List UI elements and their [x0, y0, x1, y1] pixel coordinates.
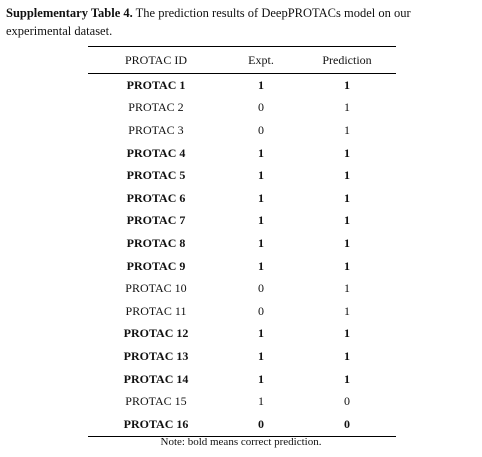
- cell-expt: 1: [258, 168, 264, 183]
- cell-protac-id: PROTAC 7: [126, 213, 186, 228]
- cell-expt: 1: [258, 348, 264, 363]
- cell-expt: 0: [258, 100, 264, 115]
- cell-expt: 1: [258, 326, 264, 341]
- results-table-container: [88, 46, 396, 437]
- cell-prediction: 0: [344, 394, 350, 409]
- table-row: [88, 413, 396, 436]
- cell-prediction: 1: [344, 145, 350, 160]
- header-protac-id: PROTAC ID: [124, 52, 188, 67]
- cell-protac-id: PROTAC 6: [126, 190, 186, 205]
- cell-expt: 1: [258, 258, 264, 273]
- table-caption: [6, 4, 478, 40]
- header-expt: Expt.: [248, 52, 274, 67]
- caption-text: The prediction results of DeepPROTACs model on our experimental dataset.: [6, 6, 411, 38]
- cell-expt: 1: [258, 145, 264, 160]
- table-row: [88, 300, 396, 323]
- table-row: [88, 210, 396, 233]
- results-table: [88, 46, 396, 437]
- cell-prediction: 1: [344, 168, 350, 183]
- cell-prediction: 1: [344, 303, 350, 318]
- cell-expt: 1: [258, 394, 264, 409]
- cell-protac-id: PROTAC 12: [123, 326, 189, 341]
- cell-expt: 1: [258, 371, 264, 386]
- cell-prediction: 1: [344, 190, 350, 205]
- cell-expt: 1: [258, 235, 264, 250]
- cell-protac-id: PROTAC 3: [128, 122, 184, 137]
- table-row: [88, 323, 396, 346]
- cell-protac-id: PROTAC 16: [123, 416, 189, 431]
- cell-prediction: 0: [344, 416, 350, 431]
- table-row: [88, 345, 396, 368]
- cell-prediction: 1: [344, 258, 350, 273]
- caption-label: Supplementary Table 4.: [6, 6, 133, 20]
- table-row: [88, 164, 396, 187]
- cell-prediction: 1: [344, 235, 350, 250]
- cell-protac-id: PROTAC 13: [123, 348, 189, 363]
- table-row: [88, 255, 396, 278]
- cell-expt: 0: [258, 122, 264, 137]
- cell-expt: 1: [258, 77, 264, 92]
- cell-protac-id: PROTAC 1: [126, 77, 186, 92]
- cell-expt: 0: [258, 416, 264, 431]
- cell-protac-id: PROTAC 10: [125, 281, 187, 296]
- cell-protac-id: PROTAC 2: [128, 100, 184, 115]
- cell-prediction: 1: [344, 122, 350, 137]
- cell-expt: 0: [258, 303, 264, 318]
- table-row: [88, 97, 396, 120]
- table-row: [88, 232, 396, 255]
- table-row: [88, 142, 396, 165]
- cell-prediction: 1: [344, 348, 350, 363]
- cell-prediction: 1: [344, 326, 350, 341]
- cell-protac-id: PROTAC 11: [125, 303, 187, 318]
- cell-expt: 0: [258, 281, 264, 296]
- cell-expt: 1: [258, 190, 264, 205]
- cell-protac-id: PROTAC 15: [125, 394, 187, 409]
- table-row: [88, 187, 396, 210]
- cell-prediction: 1: [344, 77, 350, 92]
- table-row: [88, 390, 396, 413]
- cell-expt: 1: [258, 213, 264, 228]
- table-note: Note: bold means correct prediction.: [160, 436, 322, 448]
- table-row: [88, 368, 396, 391]
- table-body: [88, 74, 396, 437]
- cell-protac-id: PROTAC 4: [126, 145, 186, 160]
- cell-prediction: 1: [344, 100, 350, 115]
- header-prediction: Prediction: [322, 52, 372, 67]
- table-row: [88, 277, 396, 300]
- cell-protac-id: PROTAC 9: [126, 258, 186, 273]
- cell-protac-id: PROTAC 14: [123, 371, 189, 386]
- table-row: [88, 119, 396, 142]
- table-header-row: [88, 47, 396, 74]
- cell-prediction: 1: [344, 371, 350, 386]
- cell-protac-id: PROTAC 5: [126, 168, 186, 183]
- cell-prediction: 1: [344, 281, 350, 296]
- cell-prediction: 1: [344, 213, 350, 228]
- table-row: [88, 74, 396, 97]
- cell-protac-id: PROTAC 8: [126, 235, 186, 250]
